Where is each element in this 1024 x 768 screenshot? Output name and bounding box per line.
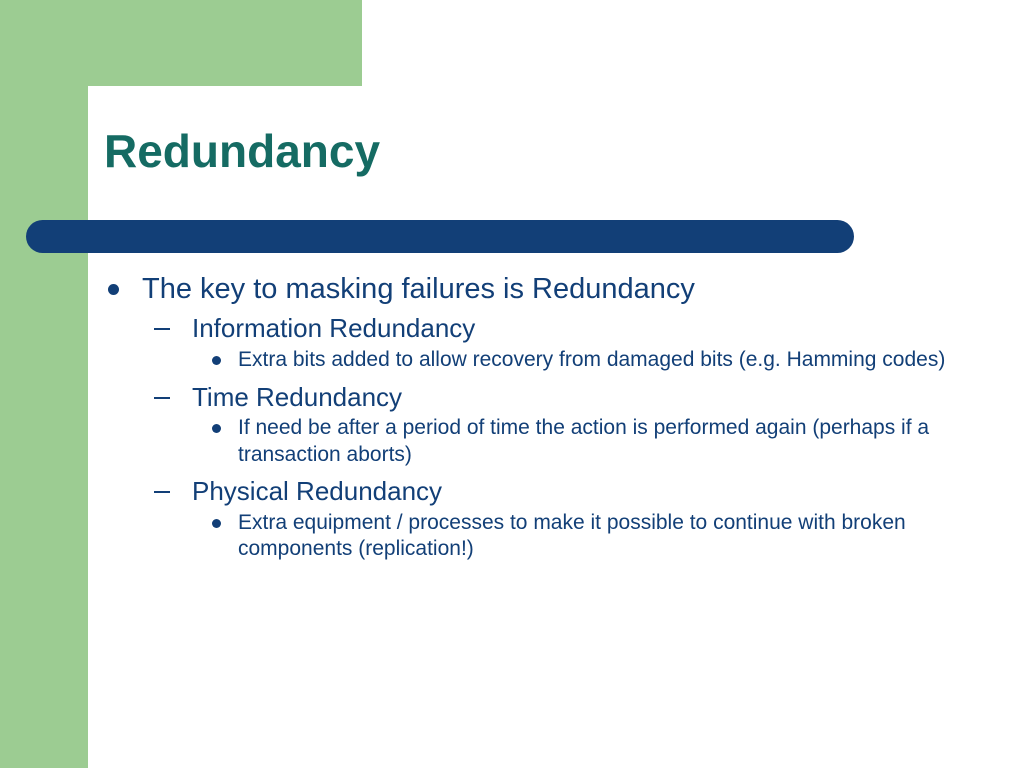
bullet-dot-icon bbox=[108, 284, 119, 295]
bullet-dot-icon bbox=[212, 356, 221, 365]
bullet-level1 bbox=[98, 272, 998, 307]
decorative-green-side-band bbox=[0, 0, 88, 768]
bullet-level3 bbox=[98, 510, 998, 563]
bullet-level3 bbox=[98, 347, 998, 373]
bullet-text: If need be after a period of time the action is performed again (perhaps if a transaction aborts) bbox=[238, 416, 930, 466]
bullet-text: Extra bits added to allow recovery from damaged bits (e.g. Hamming codes) bbox=[238, 348, 946, 372]
bullet-dot-icon bbox=[212, 424, 221, 433]
page-title: Redundancy bbox=[104, 125, 381, 177]
bullet-level3 bbox=[98, 415, 998, 468]
bullet-text: Extra equipment / processes to make it possible to continue with broken components (replication!) bbox=[238, 510, 906, 561]
bullet-dash-icon bbox=[154, 491, 170, 493]
title-underline-bar bbox=[26, 220, 854, 253]
bullet-text: Time Redundancy bbox=[192, 381, 403, 412]
slide-body bbox=[98, 272, 998, 571]
bullet-dash-icon bbox=[154, 328, 170, 330]
bullet-dot-icon bbox=[212, 519, 221, 528]
bullet-text: Physical Redundancy bbox=[192, 476, 443, 507]
bullet-text: The key to masking failures is Redundancy bbox=[142, 273, 695, 305]
bullet-level2 bbox=[98, 476, 998, 508]
bullet-dash-icon bbox=[154, 397, 170, 399]
bullet-level2 bbox=[98, 382, 998, 414]
bullet-level2 bbox=[98, 313, 998, 345]
bullet-text: Information Redundancy bbox=[192, 313, 476, 344]
